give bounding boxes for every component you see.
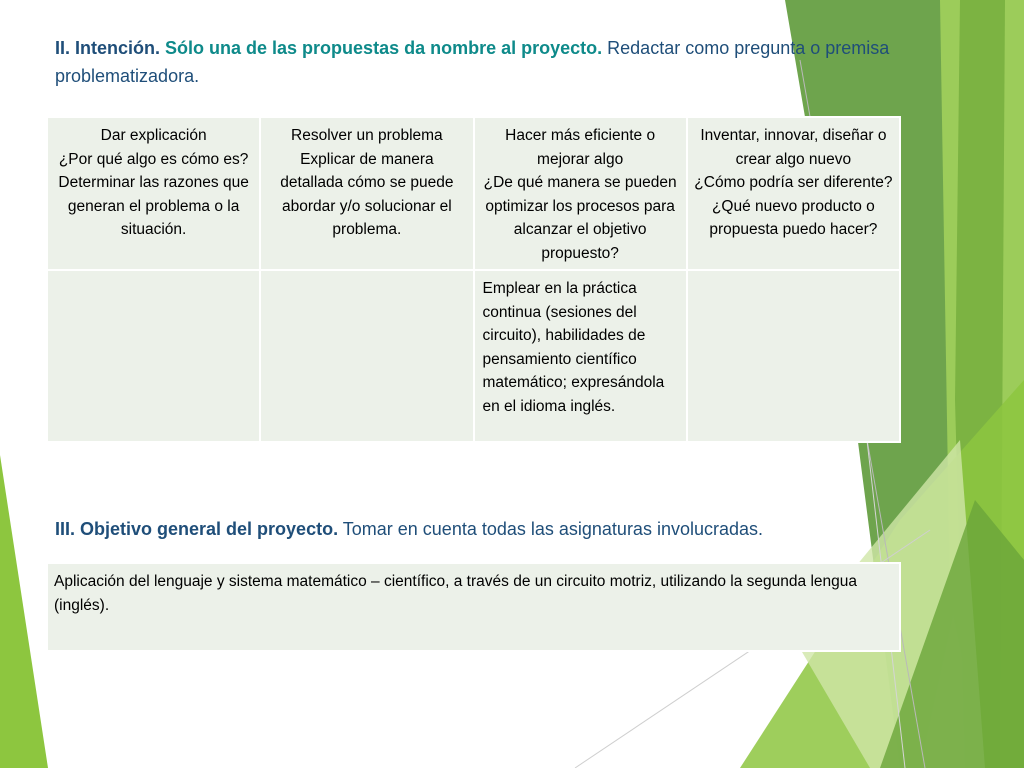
objective-row	[47, 563, 900, 651]
intention-emphasis: Sólo una de las propuestas da nombre al proyecto.	[165, 38, 603, 58]
cell-line: ¿De qué manera se pueden optimizar los procesos para alcanzar el objetivo propuesto?	[483, 174, 677, 262]
left-green-sliver	[0, 455, 48, 768]
objective-heading	[55, 515, 915, 543]
objective-instruction: Tomar en cuenta todas las asignaturas involucradas.	[342, 519, 764, 539]
objective-table	[46, 562, 901, 652]
body-cell-4	[687, 270, 900, 442]
intention-instruction: Redactar como pregunta o premisa problematizadora.	[55, 38, 890, 86]
intention-lead: II. Intención.	[55, 38, 161, 58]
intention-table	[46, 116, 901, 443]
cell-line: Resolver un problema	[291, 127, 443, 144]
intention-heading	[55, 34, 915, 90]
cell-line: ¿Por qué algo es cómo es?	[58, 150, 249, 168]
cell-hacer-mas-eficiente	[474, 117, 687, 270]
cell-resolver-problema	[260, 117, 473, 270]
intention-header-row	[47, 117, 900, 270]
body-cell-1	[47, 270, 260, 442]
cell-line: ¿Cómo podría ser diferente?	[694, 174, 893, 191]
cell-line: Dar explicación	[100, 127, 207, 144]
cell-line: Inventar, innovar, diseñar o crear algo nuevo	[700, 127, 887, 168]
objective-lead: III. Objetivo general del proyecto.	[55, 519, 339, 539]
intention-body-row	[47, 270, 900, 442]
cell-line: Determinar las razones que generan el problema o la situación.	[58, 174, 249, 238]
cell-line: ¿Qué nuevo producto o propuesta puedo hacer?	[709, 197, 878, 238]
body-cell-selected-intention: Emplear en la práctica continua (sesiones del circuito), habilidades de pensamiento científico matemático; expresándola en el idioma inglés.	[474, 270, 687, 442]
objective-text: Aplicación del lenguaje y sistema matemático – científico, a través de un circuito motriz, utilizando la segunda lengua (inglés).	[47, 563, 900, 651]
cell-line: Explicar de manera detallada cómo se puede abordar y/o solucionar el problema.	[280, 150, 454, 238]
body-cell-2	[260, 270, 473, 442]
cell-inventar-innovar	[687, 117, 900, 270]
cell-line: Hacer más eficiente o mejorar algo	[505, 127, 656, 168]
cell-dar-explicacion	[47, 117, 260, 270]
